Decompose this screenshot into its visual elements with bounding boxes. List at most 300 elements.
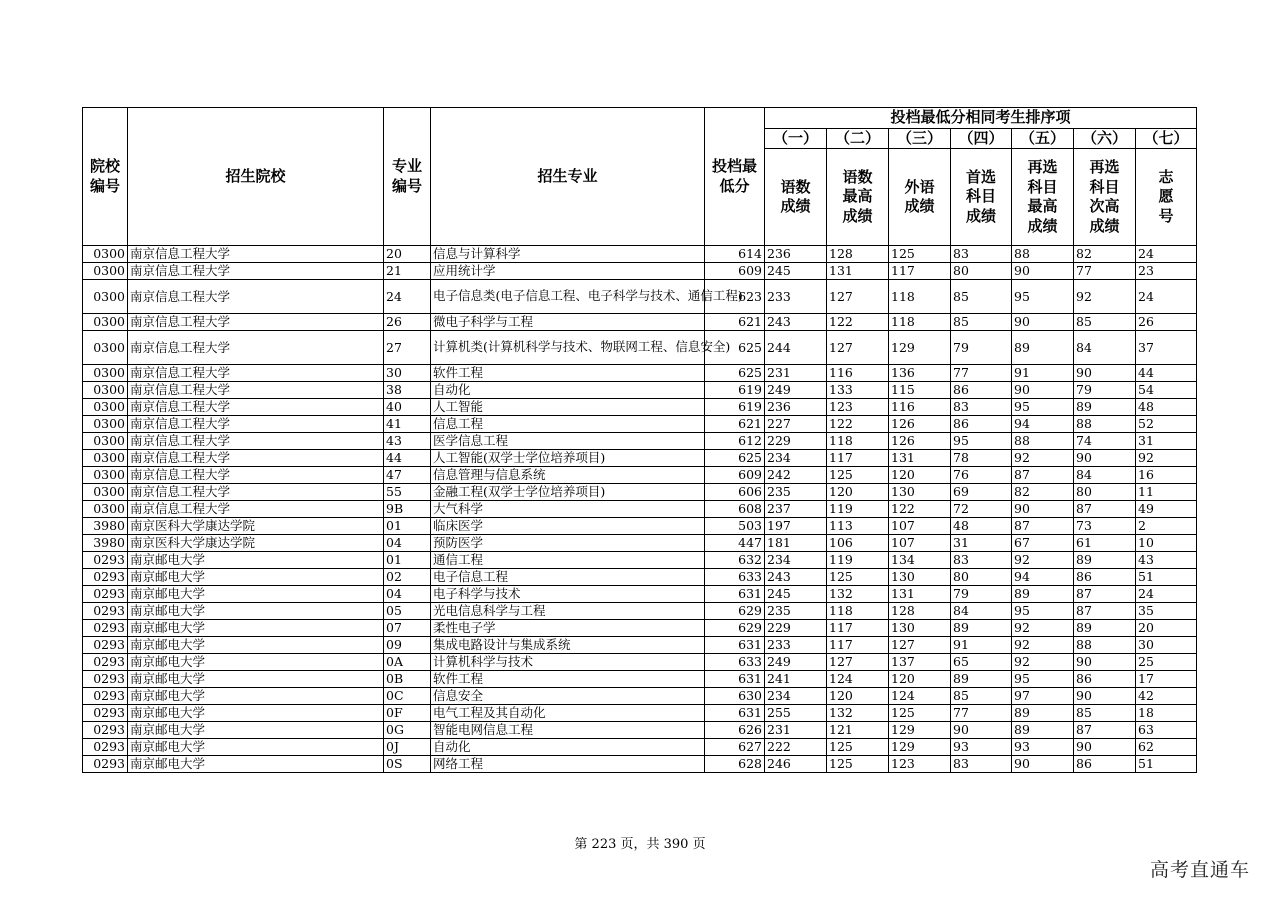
cell-elective-second-score: 85 (1074, 314, 1136, 331)
cell-elective-max-score: 90 (1012, 263, 1074, 280)
page-number: 第 223 页，共 390 页 (574, 837, 706, 852)
cell-foreign-language-score: 118 (889, 280, 951, 314)
cell-elective-second-score: 74 (1074, 433, 1136, 450)
cell-min-score: 631 (705, 705, 765, 722)
cell-foreign-language-score: 130 (889, 620, 951, 637)
cell-elective-second-score: 77 (1074, 263, 1136, 280)
cell-chinese-math-max: 131 (827, 263, 889, 280)
cell-preference-number: 37 (1136, 331, 1197, 365)
cell-elective-max-score: 92 (1012, 450, 1074, 467)
cell-school-name: 南京邮电大学 (128, 739, 384, 756)
cell-min-score: 626 (705, 722, 765, 739)
cell-school-code: 0300 (83, 246, 128, 263)
cell-first-subject-score: 93 (951, 739, 1012, 756)
cell-first-subject-score: 89 (951, 671, 1012, 688)
cell-elective-max-score: 93 (1012, 739, 1074, 756)
cell-preference-number: 24 (1136, 246, 1197, 263)
cell-school-name: 南京邮电大学 (128, 756, 384, 773)
cell-school-name: 南京信息工程大学 (128, 416, 384, 433)
cell-major-code: 9B (384, 501, 431, 518)
cell-major-name: 应用统计学 (431, 263, 705, 280)
table-row (83, 416, 1197, 433)
cell-school-code: 0293 (83, 722, 128, 739)
cell-school-name: 南京医科大学康达学院 (128, 535, 384, 552)
header-order-item (1074, 149, 1136, 246)
cell-min-score: 628 (705, 756, 765, 773)
cell-chinese-math-score: 234 (765, 552, 827, 569)
cell-elective-second-score: 90 (1074, 365, 1136, 382)
cell-major-name: 电子信息类(电子信息工程、电子科学与技术、通信工程) (431, 280, 705, 314)
cell-min-score: 631 (705, 637, 765, 654)
cell-elective-second-score: 80 (1074, 484, 1136, 501)
cell-school-code: 3980 (83, 518, 128, 535)
cell-foreign-language-score: 129 (889, 722, 951, 739)
header-order-label: （五） (1012, 128, 1074, 149)
cell-foreign-language-score: 118 (889, 314, 951, 331)
cell-chinese-math-score: 249 (765, 382, 827, 399)
cell-major-code: 43 (384, 433, 431, 450)
header-order-label: （三） (889, 128, 951, 149)
cell-min-score: 627 (705, 739, 765, 756)
cell-min-score: 631 (705, 671, 765, 688)
cell-school-name: 南京信息工程大学 (128, 501, 384, 518)
cell-school-name: 南京信息工程大学 (128, 280, 384, 314)
table-row (83, 586, 1197, 603)
cell-foreign-language-score: 134 (889, 552, 951, 569)
header-school-code: 院校编号 (83, 108, 128, 246)
cell-elective-max-score: 91 (1012, 365, 1074, 382)
cell-major-code: 21 (384, 263, 431, 280)
cell-chinese-math-max: 125 (827, 756, 889, 773)
cell-preference-number: 92 (1136, 450, 1197, 467)
table-row (83, 671, 1197, 688)
cell-major-name: 信息与计算科学 (431, 246, 705, 263)
cell-chinese-math-max: 124 (827, 671, 889, 688)
cell-school-name: 南京邮电大学 (128, 552, 384, 569)
header-order-label: （一） (765, 128, 827, 149)
header-order-label: （二） (827, 128, 889, 149)
cell-chinese-math-max: 117 (827, 450, 889, 467)
cell-elective-max-score: 92 (1012, 637, 1074, 654)
cell-major-code: 01 (384, 552, 431, 569)
cell-elective-max-score: 90 (1012, 314, 1074, 331)
cell-school-name: 南京信息工程大学 (128, 450, 384, 467)
cell-school-name: 南京邮电大学 (128, 603, 384, 620)
cell-school-code: 0300 (83, 433, 128, 450)
cell-first-subject-score: 78 (951, 450, 1012, 467)
cell-elective-second-score: 79 (1074, 382, 1136, 399)
cell-first-subject-score: 65 (951, 654, 1012, 671)
cell-elective-max-score: 90 (1012, 382, 1074, 399)
cell-major-name: 人工智能 (431, 399, 705, 416)
cell-elective-max-score: 95 (1012, 671, 1074, 688)
cell-min-score: 630 (705, 688, 765, 705)
header-order-item-text: 志愿号 (1158, 167, 1174, 225)
cell-school-code: 0293 (83, 654, 128, 671)
cell-first-subject-score: 86 (951, 416, 1012, 433)
cell-school-name: 南京信息工程大学 (128, 467, 384, 484)
cell-major-name: 电子科学与技术 (431, 586, 705, 603)
cell-major-name: 计算机类(计算机科学与技术、物联网工程、信息安全) (431, 331, 705, 365)
cell-min-score: 623 (705, 280, 765, 314)
cell-chinese-math-max: 113 (827, 518, 889, 535)
table-row (83, 756, 1197, 773)
cell-major-code: 0A (384, 654, 431, 671)
cell-foreign-language-score: 115 (889, 382, 951, 399)
cell-major-code: 0F (384, 705, 431, 722)
cell-foreign-language-score: 130 (889, 484, 951, 501)
cell-school-code: 0300 (83, 399, 128, 416)
cell-elective-max-score: 94 (1012, 569, 1074, 586)
cell-chinese-math-score: 234 (765, 688, 827, 705)
cell-min-score: 614 (705, 246, 765, 263)
table-header (83, 108, 1197, 246)
cell-school-name: 南京邮电大学 (128, 637, 384, 654)
cell-min-score: 503 (705, 518, 765, 535)
cell-preference-number: 30 (1136, 637, 1197, 654)
cell-chinese-math-score: 231 (765, 722, 827, 739)
cell-min-score: 631 (705, 586, 765, 603)
cell-elective-second-score: 90 (1074, 654, 1136, 671)
cell-preference-number: 24 (1136, 586, 1197, 603)
cell-chinese-math-score: 233 (765, 280, 827, 314)
cell-chinese-math-max: 132 (827, 586, 889, 603)
cell-elective-second-score: 87 (1074, 586, 1136, 603)
cell-foreign-language-score: 125 (889, 705, 951, 722)
cell-elective-max-score: 82 (1012, 484, 1074, 501)
cell-foreign-language-score: 125 (889, 246, 951, 263)
cell-foreign-language-score: 136 (889, 365, 951, 382)
cell-chinese-math-score: 227 (765, 416, 827, 433)
cell-major-code: 04 (384, 586, 431, 603)
cell-preference-number: 49 (1136, 501, 1197, 518)
cell-first-subject-score: 48 (951, 518, 1012, 535)
cell-preference-number: 42 (1136, 688, 1197, 705)
cell-preference-number: 20 (1136, 620, 1197, 637)
cell-foreign-language-score: 128 (889, 603, 951, 620)
cell-school-name: 南京信息工程大学 (128, 484, 384, 501)
cell-school-code: 3980 (83, 535, 128, 552)
cell-preference-number: 62 (1136, 739, 1197, 756)
cell-foreign-language-score: 107 (889, 518, 951, 535)
cell-elective-max-score: 94 (1012, 416, 1074, 433)
cell-min-score: 633 (705, 654, 765, 671)
cell-school-code: 0300 (83, 416, 128, 433)
cell-school-code: 0300 (83, 280, 128, 314)
watermark-text: 高考直通车 (1149, 859, 1250, 881)
cell-foreign-language-score: 129 (889, 331, 951, 365)
cell-school-code: 0293 (83, 620, 128, 637)
cell-chinese-math-max: 128 (827, 246, 889, 263)
cell-min-score: 621 (705, 314, 765, 331)
cell-school-code: 0293 (83, 603, 128, 620)
cell-preference-number: 54 (1136, 382, 1197, 399)
cell-foreign-language-score: 131 (889, 586, 951, 603)
table-row (83, 620, 1197, 637)
cell-chinese-math-score: 245 (765, 586, 827, 603)
header-order-item (827, 149, 889, 246)
cell-chinese-math-score: 236 (765, 399, 827, 416)
cell-foreign-language-score: 137 (889, 654, 951, 671)
cell-elective-second-score: 88 (1074, 416, 1136, 433)
cell-major-code: 30 (384, 365, 431, 382)
cell-elective-second-score: 89 (1074, 399, 1136, 416)
header-order-item (1136, 149, 1197, 246)
cell-chinese-math-score: 235 (765, 484, 827, 501)
cell-elective-max-score: 89 (1012, 586, 1074, 603)
cell-chinese-math-max: 118 (827, 433, 889, 450)
cell-major-code: 0C (384, 688, 431, 705)
cell-school-name: 南京信息工程大学 (128, 433, 384, 450)
cell-school-name: 南京信息工程大学 (128, 331, 384, 365)
cell-chinese-math-max: 132 (827, 705, 889, 722)
cell-preference-number: 17 (1136, 671, 1197, 688)
cell-foreign-language-score: 120 (889, 467, 951, 484)
cell-school-name: 南京信息工程大学 (128, 263, 384, 280)
cell-elective-max-score: 88 (1012, 246, 1074, 263)
header-order-label: （六） (1074, 128, 1136, 149)
cell-chinese-math-max: 118 (827, 603, 889, 620)
cell-school-name: 南京医科大学康达学院 (128, 518, 384, 535)
cell-school-code: 0293 (83, 671, 128, 688)
table-row (83, 382, 1197, 399)
cell-preference-number: 11 (1136, 484, 1197, 501)
cell-major-name: 预防医学 (431, 535, 705, 552)
cell-elective-second-score: 89 (1074, 620, 1136, 637)
cell-preference-number: 16 (1136, 467, 1197, 484)
cell-chinese-math-max: 106 (827, 535, 889, 552)
cell-preference-number: 44 (1136, 365, 1197, 382)
cell-major-code: 26 (384, 314, 431, 331)
cell-major-code: 0S (384, 756, 431, 773)
cell-elective-second-score: 85 (1074, 705, 1136, 722)
cell-first-subject-score: 76 (951, 467, 1012, 484)
cell-school-code: 0300 (83, 467, 128, 484)
cell-first-subject-score: 31 (951, 535, 1012, 552)
cell-school-code: 0293 (83, 586, 128, 603)
cell-major-name: 网络工程 (431, 756, 705, 773)
cell-first-subject-score: 69 (951, 484, 1012, 501)
table-row (83, 688, 1197, 705)
table-row (83, 705, 1197, 722)
cell-school-code: 0300 (83, 314, 128, 331)
cell-min-score: 609 (705, 467, 765, 484)
cell-min-score: 447 (705, 535, 765, 552)
cell-chinese-math-score: 243 (765, 314, 827, 331)
cell-major-name: 微电子科学与工程 (431, 314, 705, 331)
cell-first-subject-score: 91 (951, 637, 1012, 654)
cell-chinese-math-max: 133 (827, 382, 889, 399)
cell-first-subject-score: 85 (951, 314, 1012, 331)
cell-major-code: 41 (384, 416, 431, 433)
cell-elective-second-score: 73 (1074, 518, 1136, 535)
cell-chinese-math-score: 242 (765, 467, 827, 484)
cell-chinese-math-max: 116 (827, 365, 889, 382)
cell-preference-number: 18 (1136, 705, 1197, 722)
cell-major-code: 38 (384, 382, 431, 399)
cell-major-code: 55 (384, 484, 431, 501)
cell-school-code: 0300 (83, 501, 128, 518)
cell-school-name: 南京邮电大学 (128, 620, 384, 637)
cell-chinese-math-score: 245 (765, 263, 827, 280)
cell-major-code: 0B (384, 671, 431, 688)
cell-major-code: 40 (384, 399, 431, 416)
cell-chinese-math-score: 231 (765, 365, 827, 382)
cell-min-score: 629 (705, 620, 765, 637)
cell-elective-second-score: 86 (1074, 569, 1136, 586)
cell-elective-second-score: 87 (1074, 603, 1136, 620)
cell-first-subject-score: 80 (951, 569, 1012, 586)
header-min-score: 投档最低分 (705, 108, 765, 246)
cell-foreign-language-score: 126 (889, 433, 951, 450)
cell-foreign-language-score: 124 (889, 688, 951, 705)
cell-preference-number: 51 (1136, 569, 1197, 586)
cell-chinese-math-max: 127 (827, 280, 889, 314)
table-row (83, 467, 1197, 484)
cell-chinese-math-score: 229 (765, 620, 827, 637)
cell-preference-number: 43 (1136, 552, 1197, 569)
header-order-item-text: 首选科目成绩 (965, 167, 996, 225)
cell-first-subject-score: 79 (951, 586, 1012, 603)
cell-major-code: 0J (384, 739, 431, 756)
header-major-code: 专业编号 (384, 108, 431, 246)
cell-min-score: 619 (705, 382, 765, 399)
cell-min-score: 632 (705, 552, 765, 569)
cell-school-code: 0300 (83, 263, 128, 280)
cell-chinese-math-score: 236 (765, 246, 827, 263)
cell-chinese-math-max: 117 (827, 620, 889, 637)
cell-elective-max-score: 95 (1012, 399, 1074, 416)
cell-chinese-math-max: 123 (827, 399, 889, 416)
cell-first-subject-score: 79 (951, 331, 1012, 365)
cell-foreign-language-score: 127 (889, 637, 951, 654)
cell-major-name: 金融工程(双学士学位培养项目) (431, 484, 705, 501)
cell-school-name: 南京信息工程大学 (128, 314, 384, 331)
cell-elective-second-score: 86 (1074, 671, 1136, 688)
cell-school-code: 0293 (83, 688, 128, 705)
cell-major-code: 20 (384, 246, 431, 263)
cell-chinese-math-max: 121 (827, 722, 889, 739)
cell-major-code: 47 (384, 467, 431, 484)
cell-min-score: 619 (705, 399, 765, 416)
header-order-item (951, 149, 1012, 246)
cell-elective-max-score: 87 (1012, 518, 1074, 535)
cell-elective-second-score: 90 (1074, 739, 1136, 756)
cell-major-name: 软件工程 (431, 671, 705, 688)
cell-min-score: 621 (705, 416, 765, 433)
cell-preference-number: 26 (1136, 314, 1197, 331)
cell-preference-number: 10 (1136, 535, 1197, 552)
cell-chinese-math-max: 125 (827, 569, 889, 586)
cell-preference-number: 31 (1136, 433, 1197, 450)
cell-school-name: 南京邮电大学 (128, 654, 384, 671)
cell-school-name: 南京邮电大学 (128, 671, 384, 688)
cell-chinese-math-score: 246 (765, 756, 827, 773)
cell-min-score: 625 (705, 450, 765, 467)
cell-major-code: 24 (384, 280, 431, 314)
cell-elective-second-score: 86 (1074, 756, 1136, 773)
cell-elective-max-score: 67 (1012, 535, 1074, 552)
table-row (83, 603, 1197, 620)
cell-preference-number: 2 (1136, 518, 1197, 535)
cell-elective-max-score: 92 (1012, 654, 1074, 671)
cell-school-code: 0300 (83, 365, 128, 382)
cell-chinese-math-max: 119 (827, 501, 889, 518)
cell-chinese-math-score: 235 (765, 603, 827, 620)
table-row (83, 263, 1197, 280)
cell-major-name: 柔性电子学 (431, 620, 705, 637)
table-row (83, 569, 1197, 586)
cell-major-name: 计算机科学与技术 (431, 654, 705, 671)
cell-major-name: 人工智能(双学士学位培养项目) (431, 450, 705, 467)
cell-chinese-math-max: 120 (827, 484, 889, 501)
table-row (83, 331, 1197, 365)
cell-elective-second-score: 89 (1074, 552, 1136, 569)
cell-chinese-math-score: 244 (765, 331, 827, 365)
header-major-name: 招生专业 (431, 108, 705, 246)
cell-major-name: 集成电路设计与集成系统 (431, 637, 705, 654)
table-row (83, 280, 1197, 314)
cell-foreign-language-score: 123 (889, 756, 951, 773)
cell-first-subject-score: 85 (951, 688, 1012, 705)
cell-school-name: 南京信息工程大学 (128, 246, 384, 263)
cell-major-name: 软件工程 (431, 365, 705, 382)
cell-foreign-language-score: 122 (889, 501, 951, 518)
cell-elective-second-score: 90 (1074, 688, 1136, 705)
cell-preference-number: 51 (1136, 756, 1197, 773)
cell-major-name: 大气科学 (431, 501, 705, 518)
cell-major-name: 智能电网信息工程 (431, 722, 705, 739)
cell-first-subject-score: 77 (951, 365, 1012, 382)
cell-chinese-math-score: 234 (765, 450, 827, 467)
cell-elective-second-score: 87 (1074, 501, 1136, 518)
cell-chinese-math-max: 122 (827, 314, 889, 331)
cell-first-subject-score: 80 (951, 263, 1012, 280)
cell-min-score: 608 (705, 501, 765, 518)
cell-chinese-math-score: 243 (765, 569, 827, 586)
cell-chinese-math-score: 237 (765, 501, 827, 518)
header-order-item-text: 再选科目最高成绩 (1027, 158, 1058, 235)
cell-elective-max-score: 89 (1012, 705, 1074, 722)
cell-school-name: 南京信息工程大学 (128, 365, 384, 382)
cell-chinese-math-score: 197 (765, 518, 827, 535)
cell-major-code: 0G (384, 722, 431, 739)
cell-elective-second-score: 61 (1074, 535, 1136, 552)
cell-elective-max-score: 92 (1012, 552, 1074, 569)
cell-min-score: 612 (705, 433, 765, 450)
header-school-name: 招生院校 (128, 108, 384, 246)
cell-major-name: 电子信息工程 (431, 569, 705, 586)
cell-major-code: 07 (384, 620, 431, 637)
cell-min-score: 625 (705, 365, 765, 382)
table-row (83, 637, 1197, 654)
cell-chinese-math-score: 181 (765, 535, 827, 552)
cell-first-subject-score: 83 (951, 399, 1012, 416)
cell-chinese-math-max: 125 (827, 467, 889, 484)
header-order-item-text: 语数成绩 (780, 177, 811, 215)
cell-school-code: 0293 (83, 705, 128, 722)
cell-school-code: 0293 (83, 569, 128, 586)
cell-first-subject-score: 84 (951, 603, 1012, 620)
table-row (83, 552, 1197, 569)
cell-elective-second-score: 92 (1074, 280, 1136, 314)
cell-foreign-language-score: 120 (889, 671, 951, 688)
cell-preference-number: 48 (1136, 399, 1197, 416)
cell-school-name: 南京邮电大学 (128, 569, 384, 586)
header-order-item (889, 149, 951, 246)
cell-first-subject-score: 85 (951, 280, 1012, 314)
table-row (83, 450, 1197, 467)
